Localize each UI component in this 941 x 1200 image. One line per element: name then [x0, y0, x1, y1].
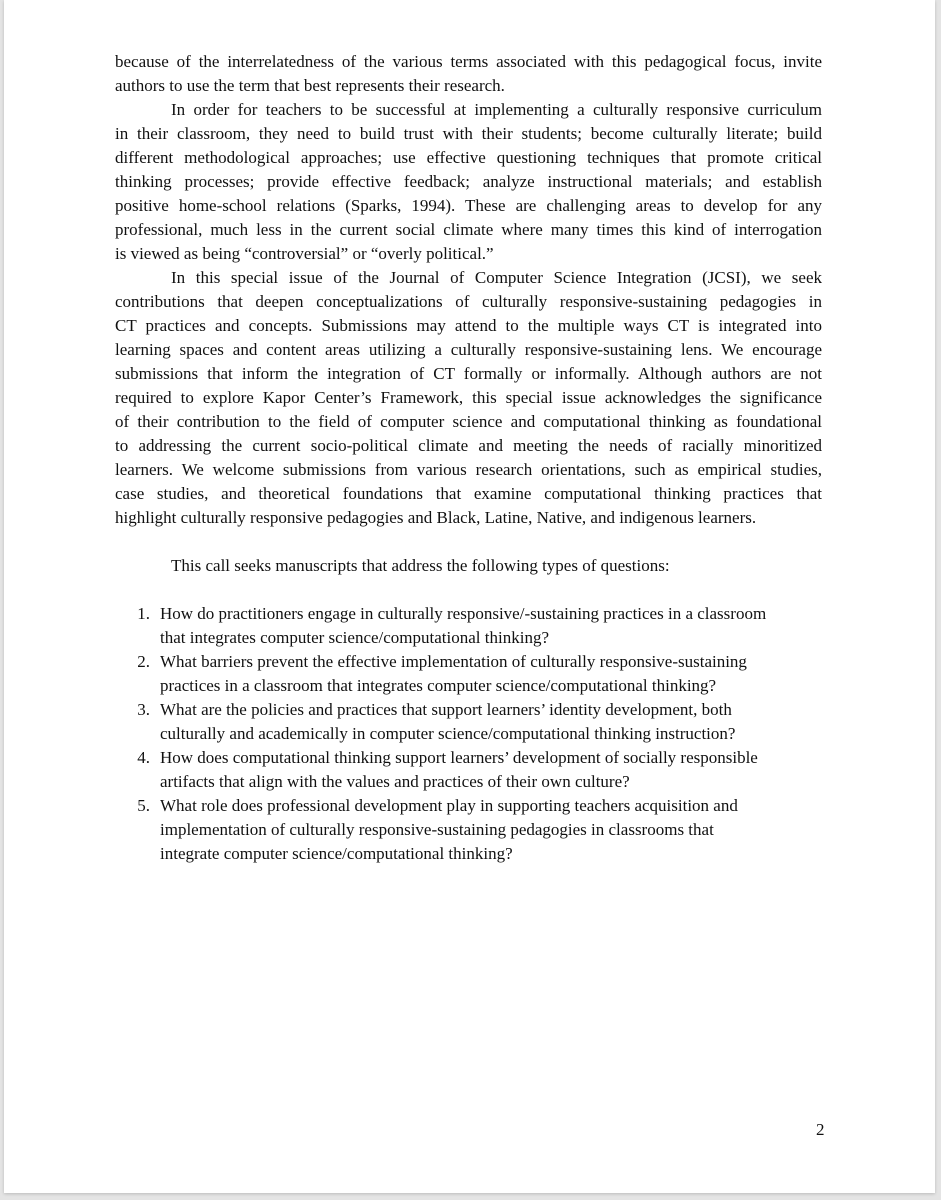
list-number: 5. [137, 796, 150, 815]
page-number: 2 [816, 1120, 825, 1139]
text-line: What role does professional development play in supporting teachers acquisition and [160, 796, 738, 815]
text-line: because of the interrelatedness of the various terms associated with this pedagogical focus, invite [115, 52, 822, 71]
list-number: 4. [137, 748, 150, 767]
list-text [160, 698, 812, 746]
text-line: thinking processes; provide effective feedback; analyze instructional materials; and establish [115, 172, 822, 191]
text-line: different methodological approaches; use effective questioning techniques that promote critical [115, 148, 822, 167]
text-line: practices in a classroom that integrates computer science/computational thinking? [160, 676, 717, 695]
text-line: learning spaces and content areas utilizing a culturally responsive-sustaining lens. We encourage [115, 340, 822, 359]
text-line: implementation of culturally responsive-sustaining pedagogies in classrooms that [160, 820, 714, 839]
text-line: contributions that deepen conceptualizations of culturally responsive-sustaining pedagogies in [115, 292, 822, 311]
list-text [160, 794, 812, 866]
paragraph [115, 266, 822, 530]
list-item [115, 698, 822, 746]
list-item [115, 794, 822, 866]
text-line: culturally and academically in computer science/computational thinking instruction? [160, 724, 736, 743]
paragraphs [115, 50, 822, 530]
text-line: What barriers prevent the effective implementation of culturally responsive-sustaining [160, 652, 747, 671]
text-line: submissions that inform the integration of CT formally or informally. Although authors are not [115, 364, 822, 383]
list-text [160, 602, 812, 650]
list-item [115, 746, 822, 794]
text-line: learners. We welcome submissions from various research orientations, such as empirical studies, [115, 460, 822, 479]
document-page [4, 0, 935, 1193]
text-line: integrate computer science/computational thinking? [160, 844, 513, 863]
list-item [115, 602, 822, 650]
text-line: case studies, and theoretical foundations that examine computational thinking practices that [115, 484, 822, 503]
text-line: positive home-school relations (Sparks, 1994). These are challenging areas to develop for any [115, 196, 822, 215]
text-line: How do practitioners engage in culturally responsive/-sustaining practices in a classroom [160, 604, 767, 623]
text-line: is viewed as being “controversial” or “overly political.” [115, 244, 494, 263]
text-line: How does computational thinking support learners’ development of socially responsible [160, 748, 758, 767]
list-text [160, 650, 812, 698]
text-line: authors to use the term that best represents their research. [115, 76, 505, 95]
paragraph [115, 50, 822, 98]
text-line: in their classroom, they need to build trust with their students; become culturally literate; build [115, 124, 822, 143]
document-body [115, 50, 822, 866]
paragraph [115, 98, 822, 266]
text-line: artifacts that align with the values and practices of their own culture? [160, 772, 630, 791]
text-line: In order for teachers to be successful at implementing a culturally responsive curriculum [171, 100, 822, 119]
text-line: CT practices and concepts. Submissions may attend to the multiple ways CT is integrated into [115, 316, 822, 335]
text-line: that integrates computer science/computational thinking? [160, 628, 549, 647]
text-line: In this special issue of the Journal of Computer Science Integration (JCSI), we seek [171, 268, 822, 287]
text-line: professional, much less in the current social climate where many times this kind of interrogation [115, 220, 822, 239]
list-number: 1. [137, 604, 150, 623]
list-number: 3. [137, 700, 150, 719]
text-line: required to explore Kapor Center’s Framework, this special issue acknowledges the significance [115, 388, 822, 407]
list-item [115, 650, 822, 698]
text-line: What are the policies and practices that support learners’ identity development, both [160, 700, 732, 719]
list-text [160, 746, 812, 794]
text-line: of their contribution to the field of computer science and computational thinking as foundational [115, 412, 822, 431]
text-line: to addressing the current socio-political climate and meeting the needs of racially minoritized [115, 436, 822, 455]
text-line: highlight culturally responsive pedagogies and Black, Latine, Native, and indigenous learners. [115, 508, 757, 527]
question-list [115, 602, 822, 866]
list-number: 2. [137, 652, 150, 671]
list-intro: This call seeks manuscripts that address the following types of questions: [171, 556, 670, 575]
